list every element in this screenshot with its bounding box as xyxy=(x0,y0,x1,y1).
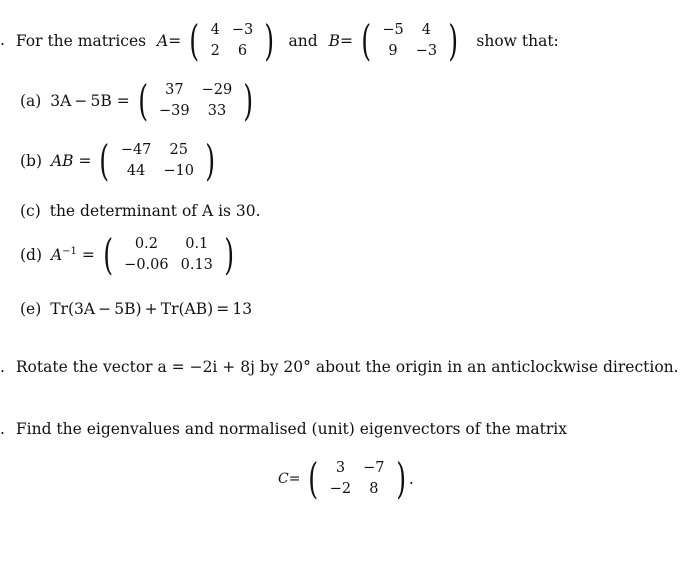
part-c-text: the determinant of A is 30. xyxy=(49,202,261,220)
matrix-c: ( 3 −7 −2 8 ) xyxy=(308,454,406,503)
q2-text: Rotate the vector a = −2i + 8j by 20° about the origin in an anticlockwise direction. xyxy=(15,358,679,376)
matrix-c-label: C xyxy=(278,471,289,487)
part-a: (a) 3A − 5B = ( 37 −29 −39 33 ) xyxy=(20,80,257,122)
matrix-b-label: B xyxy=(328,32,340,50)
q1-intro-before: For the matrices xyxy=(15,32,147,50)
matrix-a-label: A xyxy=(157,32,169,50)
part-b: (b) AB = ( −47 25 44 −10 ) xyxy=(20,140,218,182)
q3-end-punct: . xyxy=(408,470,414,488)
part-e-text: Tr(3A − 5B) + Tr(AB) = 13 xyxy=(50,300,253,318)
q1-and: and xyxy=(288,32,318,50)
part-d-lhs: $A^{-1}$ xyxy=(50,245,77,265)
q1-marker: . xyxy=(0,31,5,49)
part-e xyxy=(20,300,252,318)
part-b-label: (b) xyxy=(20,152,43,170)
matrix-a: ( 4 −3 2 6 ) xyxy=(189,16,275,65)
part-a-matrix: ( 37 −29 −39 33 ) xyxy=(137,76,254,125)
part-d-matrix: ( 0.2 0.1 −0.06 0.13 ) xyxy=(103,230,235,279)
q2-marker: . xyxy=(0,358,5,376)
q3 xyxy=(0,420,567,438)
part-e-label: (e) xyxy=(20,300,42,318)
part-d: (d) $A^{-1}$ = ( 0.2 0.1 −0.06 0.13 ) xyxy=(20,234,237,276)
part-b-lhs: AB xyxy=(50,152,74,170)
q1-intro-after: show that: xyxy=(476,32,559,50)
q2 xyxy=(0,358,679,376)
part-c xyxy=(20,202,261,220)
part-a-label: (a) xyxy=(20,92,42,110)
q3-text: Find the eigenvalues and normalised (unit) eigenvectors of the matrix xyxy=(15,420,567,438)
q3-matrix-line: C= ( 3 −7 −2 8 ) . xyxy=(278,454,414,503)
part-d-label: (d) xyxy=(20,246,43,264)
matrix-b: ( −5 4 9 −3 ) xyxy=(361,16,459,65)
part-c-label: (c) xyxy=(20,202,41,220)
q1-intro: . For the matrices A= ( 4 −3 2 6 ) and B= ( −5 4 9 −3 ) show that: xyxy=(0,16,559,65)
part-a-lhs: 3A − 5B xyxy=(50,92,112,110)
part-b-matrix: ( −47 25 44 −10 ) xyxy=(99,136,216,185)
q3-marker: . xyxy=(0,420,5,438)
